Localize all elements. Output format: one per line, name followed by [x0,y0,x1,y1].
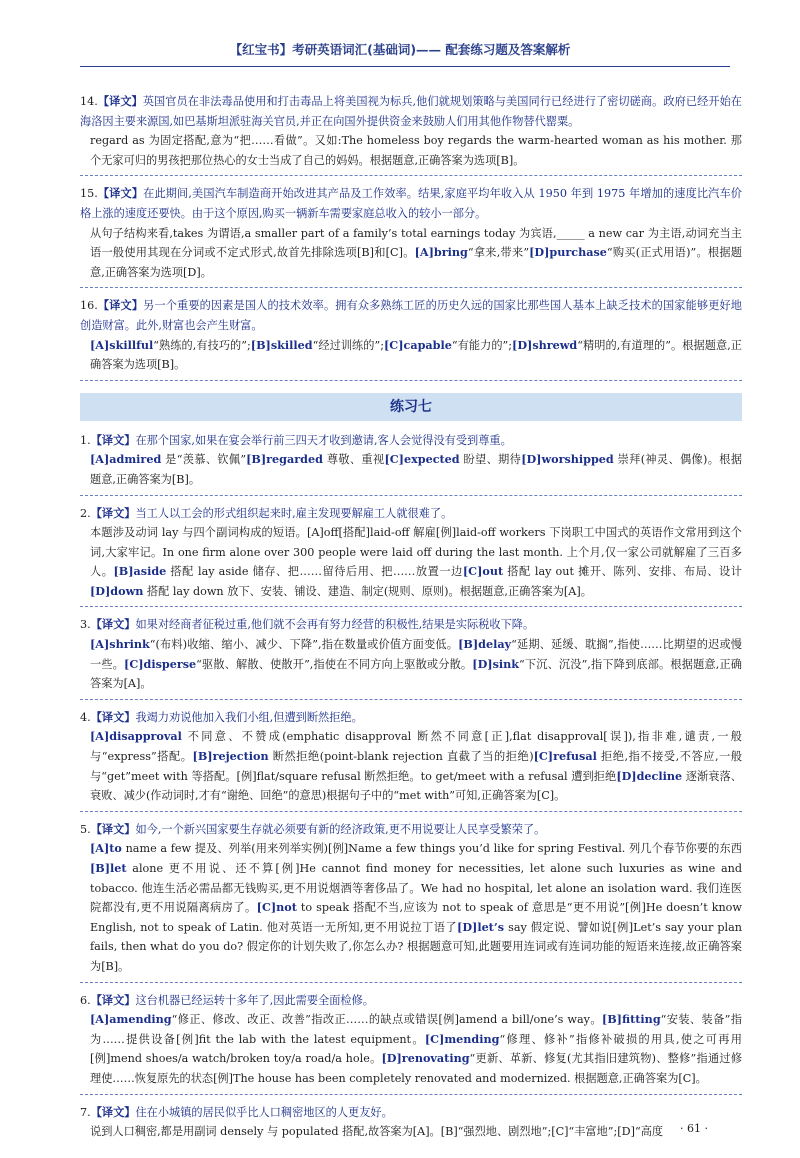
question-number: 6. [80,993,91,1007]
exercise-item [80,820,742,983]
exercise-item [80,991,742,1095]
translation-line [80,991,742,1011]
exercise-item [80,615,742,699]
translation-text: 住在小城镇的居民似乎比人口稠密地区的人更友好。 [135,1105,393,1119]
translation-tag: 【译文】 [90,617,136,632]
translation-text: 这台机器已经运转十多年了,因此需要全面检修。 [135,993,374,1007]
exercise-item [80,296,742,380]
translation-line [80,296,742,335]
explanation-text: [A]skillful“熟练的,有技巧的”;[B]skilled“经过训练的”;[C]capable“有能力的”;[D]shrewd“精明的,有道理的”。根据题意,正确答案为选项[B]。 [90,337,742,372]
explanation-text: [A]to name a few 提及、列举(用来列举实例)[例]Name a few things you’d like for spring Festival. 列几个春节你要的东西[B]let alone 更不用说、还不算[例]He cannot find money for necessities, let alone such luxuries as wine and tobacco. 他连生活必需品都无钱购买,更不用说烟酒等奢侈品了。We had no hospital, let alone an isolation ward. 我们连医院都没有,更不用说隔离病房了。[C]not to speak 搭配不当,应该为 not to speak of 意思是“更不用说”[例]He doesn’t know English, not to speak of Latin. 他对英语一无所知,更不用说拉丁语了[D]let’s say 假定说、譬如说[例]Let’s say your plan fails, then what do you do? 假定你的计划失败了,你怎么办? 根据题意可知,此题要用连词或有连词功能的短语来连接,故正确答案为[B]。 [90,841,742,973]
translation-tag: 【译文】 [90,432,136,447]
explanation-text: 本题涉及动词 lay 与四个副词构成的短语。[A]off[搭配]laid-off 解雇[例]laid-off workers 下岗职工中国式的英语作文常用到这个词,大家牢记。In one firm alone over 300 people were laid off during the last month. 上个月,仅一家公司就解雇了三百多人。[B]aside 搭配 lay aside 储存、把……留待后用、把……放置一边[C]out 搭配 lay out 摊开、陈列、安排、布局、设计[D]down 搭配 lay down 放下、安装、铺设、建造、制定(规则、原则)。根据题意,正确答案为[A]。 [90,526,742,598]
translation-tag: 【译文】 [90,992,136,1007]
translation-text: 英国官员在非法毒品使用和打击毒品上将美国视为标兵,他们就规划策略与美国同行已经进行了密切磋商。政府已经开始在海洛因主要来源国,如巴基斯坦派驻海关官员,并正在向国外提供资金来鼓励人们用其他作物替代罂粟。 [80,95,742,128]
translation-text: 我竭力劝说他加入我们小组,但遭到断然拒绝。 [135,710,363,724]
translation-line [80,92,742,131]
exercise-item [80,184,742,288]
translation-line [80,184,742,223]
question-number: 5. [80,822,91,836]
explanation-text: 说到人口稠密,都是用副词 densely 与 populated 搭配,故答案为[A]。[B]“强烈地、剧烈地”;[C]“丰富地”;[D]“高度 [90,1125,664,1139]
translation-text: 在此期间,美国汽车制造商开始改进其产品及工作效率。结果,家庭平均年收入从 1950 年到 1975 年增加的速度比汽车价格上涨的速度还要快。由于这个原因,购买一辆新车需要家庭总收入的较小一部分。 [80,187,742,220]
explanation-text: [A]disapproval 不同意、不赞成(emphatic disapproval 断然不同意[正],flat disapproval[误]),指非难,谴责,一般与“express”搭配。[B]rejection 断然拒绝(point-blank rejection 直截了当的拒绝)[C]refusal 拒绝,指不接受,不答应,一般与“get”meet with 等搭配。[例]flat/square refusal 断然拒绝。to get/meet with a refusal 遭到拒绝[D]decline 逐渐衰落、衰败、减少(作动词时,才有“谢绝、回绝”的意思)根据句子中的“met with”可知,正确答案为[C]。 [90,729,743,803]
translation-tag: 【译文】 [97,298,144,313]
page-content [80,92,742,1155]
running-header: 【红宝书】考研英语词汇(基础词)—— 配套练习题及答案解析 [229,42,571,57]
question-number: 2. [80,506,91,520]
question-number: 4. [80,710,91,724]
translation-text: 在那个国家,如果在宴会举行前三四天才收到邀请,客人会觉得没有受到尊重。 [135,433,512,447]
exercise-list-previous [80,92,742,381]
translation-tag: 【译文】 [97,94,143,108]
translation-tag: 【译文】 [97,186,144,201]
question-number: 16. [80,299,98,313]
explanation-text: 从句子结构来看,takes 为谓语,a smaller part of a family’s total earnings today 为宾语,_____ a new car 为主语,动词充当主语一般使用其现在分词或不定式形式,故首先排除选项[B]和[C]。[A]bring“拿来,带来”[D]purchase“购买(正式用语)”。根据题意,正确答案为选项[D]。 [90,226,742,279]
explanation-text: [A]admired 是“羡慕、钦佩”[B]regarded 尊敬、重视[C]expected 盼望、期待[D]worshipped 崇拜(神灵、偶像)。根据题意,正确答案为[B]。 [90,452,743,486]
translation-line [80,504,742,524]
question-number: 15. [80,187,98,201]
explanation-text: [A]amending“修正、修改、改正、改善”指改正……的缺点或错误[例]amend a bill/one’s way。[B]fitting“安装、装备”指为……提供设备[例]fit the lab with the latest equipment。[C]mending“修理、修补”指修补破损的用具,使之可再用[例]mend shoes/a watch/broken toy/a road/a hole。[D]renovating“更新、革新、修复(尤其指旧建筑物)、整修”指通过修理使……恢复原先的状态[例]The house has been completely renovated and modernized. 根据题意,正确答案为[C]。 [90,1012,743,1085]
translation-line [80,615,742,635]
question-number: 3. [80,618,91,632]
exercise-item [80,1103,742,1147]
exercise-list-current [80,431,742,1147]
exercise-item [80,708,742,812]
question-number: 7. [80,1105,91,1119]
translation-text: 另一个重要的因素是国人的技术效率。拥有众多熟练工匠的历史久远的国家比那些国人基本上缺乏技术的国家能够更好地创造财富。此外,财富也会产生财富。 [80,299,742,332]
translation-line [80,1103,742,1123]
translation-tag: 【译文】 [90,709,136,724]
explanation-text: regard as 为固定搭配,意为“把……看做”。又如:The homeless boy regards the warm-hearted woman as his mother. 那个无家可归的男孩把那位热心的女士当成了自己的妈妈。根据题意,正确答案为选项[B]。 [90,134,742,167]
translation-text: 如果对经商者征税过重,他们就不会再有努力经营的积极性,结果是实际税收下降。 [135,618,535,632]
translation-text: 如今,一个新兴国家要生存就必须要有新的经济政策,更不用说要让人民享受繁荣了。 [135,822,546,836]
translation-tag: 【译文】 [90,1104,136,1119]
question-number: 14. [80,95,98,108]
translation-tag: 【译文】 [90,821,136,836]
exercise-item [80,92,742,176]
question-number: 1. [80,433,91,447]
translation-tag: 【译文】 [90,505,136,520]
translation-line [80,820,742,840]
translation-line [80,431,742,451]
page-number: · 61 · [680,1122,708,1135]
section-title: 练习七 [80,393,742,421]
exercise-item [80,504,742,608]
exercise-item [80,431,742,496]
translation-line [80,708,742,728]
translation-text: 当工人以工会的形式组织起来时,雇主发现要解雇工人就很难了。 [135,506,453,520]
explanation-text: [A]shrink“(布料)收缩、缩小、减少、下降”,指在数量或价值方面变低。[B]delay“延期、延缓、耽搁”,指使……比期望的迟或慢一些。[C]disperse“驱散、解散、使散开”,指使在不同方向上驱散或分散。[D]sink“下沉、沉没”,指下降到底部。根据题意,正确答案为[A]。 [90,637,742,691]
header-rule [80,66,730,67]
